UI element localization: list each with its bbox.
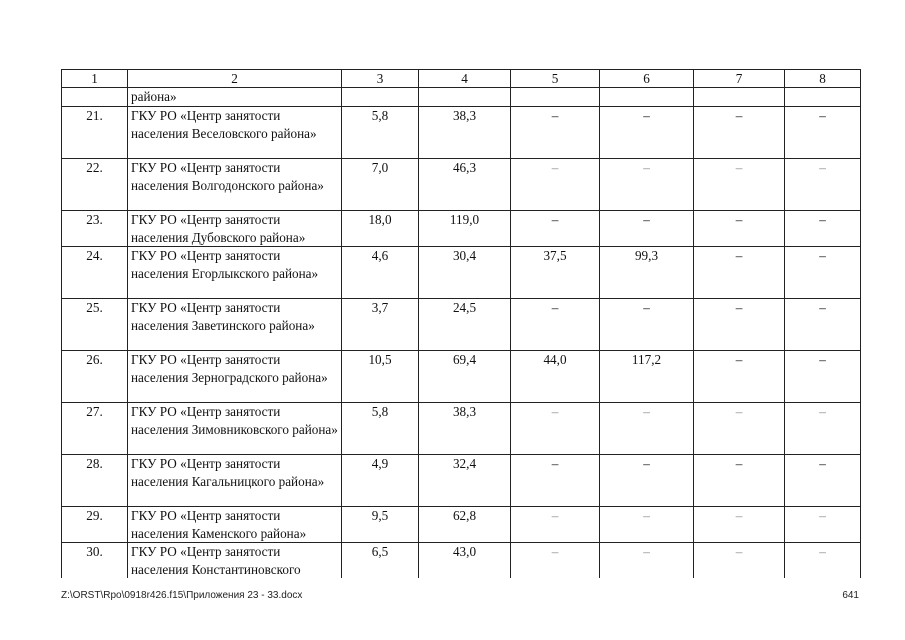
cell-number: 29. [62,507,128,543]
cell-col-6: – [600,159,694,211]
cell-number: 25. [62,299,128,351]
cell-col-7 [694,88,785,107]
header-col-5: 5 [511,70,600,88]
table-row [62,403,861,455]
cell-col-7: – [694,159,785,211]
cell-organization: района» [128,88,342,107]
cell-col-8 [785,88,861,107]
cell-col-4: 24,5 [419,299,511,351]
cell-number: 27. [62,403,128,455]
cell-organization: ГКУ РО «Центр занятости населения Константиновского [128,543,342,579]
header-col-4: 4 [419,70,511,88]
cell-col-3: 7,0 [342,159,419,211]
cell-col-7: – [694,211,785,247]
table-row [62,543,861,579]
cell-col-4: 62,8 [419,507,511,543]
cell-col-8: – [785,543,861,579]
cell-col-8: – [785,247,861,299]
cell-col-4: 30,4 [419,247,511,299]
cell-col-4: 38,3 [419,107,511,159]
cell-col-6: – [600,107,694,159]
cell-col-5: – [511,455,600,507]
cell-col-5: – [511,299,600,351]
cell-organization: ГКУ РО «Центр занятости населения Заветинского района» [128,299,342,351]
header-col-2: 2 [128,70,342,88]
table-row [62,211,861,247]
cell-organization: ГКУ РО «Центр занятости населения Веселовского района» [128,107,342,159]
cell-col-7: – [694,299,785,351]
table-row [62,507,861,543]
cell-col-5: – [511,159,600,211]
cell-col-5: 37,5 [511,247,600,299]
cell-col-8: – [785,299,861,351]
cell-col-3: 18,0 [342,211,419,247]
cell-col-4: 38,3 [419,403,511,455]
header-col-8: 8 [785,70,861,88]
cell-col-5: – [511,543,600,579]
table-row [62,247,861,299]
cell-number: 23. [62,211,128,247]
cell-col-3 [342,88,419,107]
cell-col-6: – [600,211,694,247]
table-row [62,455,861,507]
cell-col-7: – [694,455,785,507]
cell-number: 26. [62,351,128,403]
cell-col-6: – [600,507,694,543]
cell-number: 28. [62,455,128,507]
cell-organization: ГКУ РО «Центр занятости населения Зерноградского района» [128,351,342,403]
cell-col-7: – [694,107,785,159]
cell-number: 30. [62,543,128,579]
table-row-continuation [62,88,861,107]
cell-col-5: – [511,107,600,159]
cell-col-7: – [694,403,785,455]
table-row [62,351,861,403]
cell-col-5 [511,88,600,107]
cell-col-8: – [785,107,861,159]
cell-organization: ГКУ РО «Центр занятости населения Каменского района» [128,507,342,543]
cell-col-4: 69,4 [419,351,511,403]
cell-col-8: – [785,211,861,247]
footer-page-number: 641 [842,590,859,601]
cell-col-3: 3,7 [342,299,419,351]
cell-col-5: – [511,403,600,455]
cell-organization: ГКУ РО «Центр занятости населения Зимовниковского района» [128,403,342,455]
header-col-7: 7 [694,70,785,88]
cell-col-3: 5,8 [342,403,419,455]
cell-col-7: – [694,507,785,543]
cell-col-5: – [511,507,600,543]
cell-col-8: – [785,455,861,507]
cell-col-8: – [785,159,861,211]
table-row [62,299,861,351]
cell-col-6: 99,3 [600,247,694,299]
cell-col-8: – [785,403,861,455]
cell-col-8: – [785,507,861,543]
header-col-1: 1 [62,70,128,88]
cell-col-3: 10,5 [342,351,419,403]
cell-col-3: 4,9 [342,455,419,507]
cell-col-7: – [694,543,785,579]
cell-col-7: – [694,351,785,403]
cell-col-4: 46,3 [419,159,511,211]
cell-col-7: – [694,247,785,299]
cell-col-6: – [600,403,694,455]
cell-organization: ГКУ РО «Центр занятости населения Дубовского района» [128,211,342,247]
cell-col-6: – [600,455,694,507]
cell-organization: ГКУ РО «Центр занятости населения Егорлыкского района» [128,247,342,299]
cell-number [62,88,128,107]
cell-number: 24. [62,247,128,299]
cell-col-4 [419,88,511,107]
cell-col-3: 9,5 [342,507,419,543]
cell-col-4: 32,4 [419,455,511,507]
cell-col-3: 6,5 [342,543,419,579]
table-row [62,159,861,211]
cell-organization: ГКУ РО «Центр занятости населения Кагальницкого района» [128,455,342,507]
header-row [62,70,861,88]
cell-col-3: 5,8 [342,107,419,159]
cell-col-6: – [600,543,694,579]
cell-col-6: – [600,299,694,351]
table-body [62,88,861,579]
cell-col-8: – [785,351,861,403]
cell-col-4: 119,0 [419,211,511,247]
cell-number: 22. [62,159,128,211]
cell-col-4: 43,0 [419,543,511,579]
cell-col-6: 117,2 [600,351,694,403]
cell-col-6 [600,88,694,107]
footer-file-path: Z:\ORST\Rpo\0918r426.f15\Приложения 23 - 33.docx [61,590,303,601]
header-col-6: 6 [600,70,694,88]
cell-col-3: 4,6 [342,247,419,299]
cell-number: 21. [62,107,128,159]
cell-col-5: 44,0 [511,351,600,403]
cell-organization: ГКУ РО «Центр занятости населения Волгодонского района» [128,159,342,211]
cell-col-5: – [511,211,600,247]
data-table [61,69,861,578]
header-col-3: 3 [342,70,419,88]
table-row [62,107,861,159]
